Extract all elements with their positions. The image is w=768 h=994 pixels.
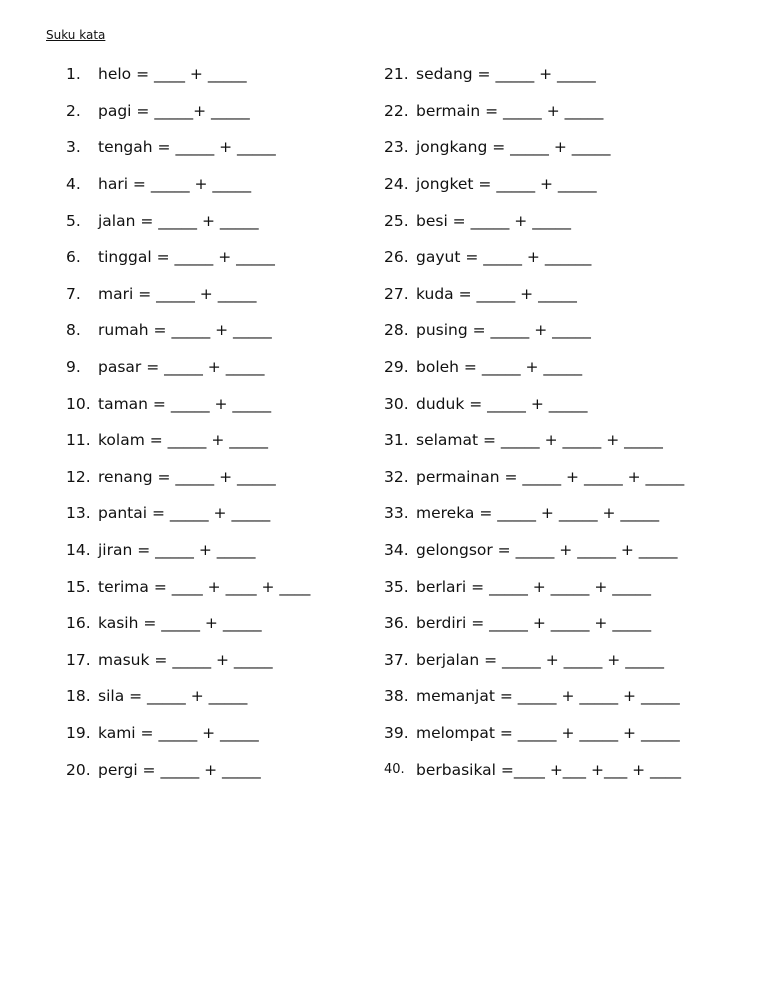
page-title: Suku kata — [46, 28, 106, 42]
item-number: 12. — [66, 467, 91, 486]
list-item — [66, 349, 366, 386]
item-number: 29. — [384, 358, 409, 377]
item-number: 27. — [384, 284, 409, 303]
list-item — [384, 605, 754, 642]
item-number: 36. — [384, 614, 409, 633]
item-text: sila = _____ + _____ — [98, 687, 248, 706]
item-number: 6. — [66, 248, 81, 267]
item-number: 8. — [66, 321, 81, 340]
item-number: 28. — [384, 321, 409, 340]
item-text: selamat = _____ + _____ + _____ — [416, 431, 663, 450]
item-number: 15. — [66, 577, 91, 596]
item-number: 40. — [384, 762, 405, 778]
item-number: 10. — [66, 394, 91, 413]
list-item — [384, 422, 754, 459]
item-number: 34. — [384, 541, 409, 560]
item-number: 11. — [66, 431, 91, 450]
item-number: 3. — [66, 138, 81, 157]
item-text: sedang = _____ + _____ — [416, 65, 596, 84]
item-text: mari = _____ + _____ — [98, 284, 257, 303]
list-item — [384, 715, 754, 752]
item-number: 35. — [384, 577, 409, 596]
list-item — [66, 276, 366, 313]
item-text: pasar = _____ + _____ — [98, 358, 265, 377]
list-item — [384, 276, 754, 313]
list-item — [384, 312, 754, 349]
list-item — [384, 129, 754, 166]
item-number: 18. — [66, 687, 91, 706]
item-number: 23. — [384, 138, 409, 157]
item-text: hari = _____ + _____ — [98, 175, 252, 194]
item-number: 30. — [384, 394, 409, 413]
list-item — [66, 166, 366, 203]
item-number: 9. — [66, 358, 81, 377]
item-text: masuk = _____ + _____ — [98, 650, 273, 669]
item-text: kuda = _____ + _____ — [416, 284, 577, 303]
list-item — [384, 532, 754, 569]
list-item — [66, 312, 366, 349]
item-number: 26. — [384, 248, 409, 267]
item-text: gayut = _____ + ______ — [416, 248, 592, 267]
item-text: jiran = _____ + _____ — [98, 541, 256, 560]
item-text: permainan = _____ + _____ + _____ — [416, 467, 685, 486]
item-number: 5. — [66, 211, 81, 230]
item-text: boleh = _____ + _____ — [416, 358, 583, 377]
list-item — [384, 678, 754, 715]
item-number: 14. — [66, 541, 91, 560]
item-text: gelongsor = _____ + _____ + _____ — [416, 541, 678, 560]
item-number: 7. — [66, 284, 81, 303]
list-item — [66, 605, 366, 642]
list-item — [66, 239, 366, 276]
item-text: memanjat = _____ + _____ + _____ — [416, 687, 680, 706]
item-text: pantai = _____ + _____ — [98, 504, 271, 523]
list-item — [66, 56, 366, 93]
item-text: berbasikal =____ +___ +___ + ____ — [416, 760, 682, 779]
item-text: kami = _____ + _____ — [98, 723, 259, 742]
item-text: tinggal = _____ + _____ — [98, 248, 275, 267]
right-column — [384, 56, 754, 788]
item-text: melompat = _____ + _____ + _____ — [416, 723, 680, 742]
list-item — [66, 642, 366, 679]
item-number: 2. — [66, 101, 81, 120]
item-number: 21. — [384, 65, 409, 84]
item-number: 13. — [66, 504, 91, 523]
item-number: 1. — [66, 65, 81, 84]
item-number: 22. — [384, 101, 409, 120]
item-number: 4. — [66, 175, 81, 194]
item-number: 39. — [384, 723, 409, 742]
list-item — [66, 751, 366, 788]
list-item — [384, 202, 754, 239]
list-item — [66, 202, 366, 239]
item-text: jongkang = _____ + _____ — [416, 138, 611, 157]
item-number: 16. — [66, 614, 91, 633]
item-text: mereka = _____ + _____ + _____ — [416, 504, 660, 523]
item-number: 24. — [384, 175, 409, 194]
list-item — [384, 751, 754, 788]
list-item — [384, 495, 754, 532]
item-text: berdiri = _____ + _____ + _____ — [416, 614, 652, 633]
item-text: berjalan = _____ + _____ + _____ — [416, 650, 664, 669]
item-text: besi = _____ + _____ — [416, 211, 571, 230]
item-text: bermain = _____ + _____ — [416, 101, 604, 120]
left-column — [66, 56, 366, 788]
item-text: kolam = _____ + _____ — [98, 431, 268, 450]
list-item — [384, 568, 754, 605]
list-item — [66, 459, 366, 496]
list-item — [384, 385, 754, 422]
item-number: 20. — [66, 760, 91, 779]
item-text: terima = ____ + ____ + ____ — [98, 577, 311, 596]
list-item — [384, 56, 754, 93]
item-number: 19. — [66, 723, 91, 742]
item-text: berlari = _____ + _____ + _____ — [416, 577, 652, 596]
item-number: 33. — [384, 504, 409, 523]
list-item — [66, 385, 366, 422]
item-number: 25. — [384, 211, 409, 230]
list-item — [66, 568, 366, 605]
item-text: pusing = _____ + _____ — [416, 321, 591, 340]
item-text: renang = _____ + _____ — [98, 467, 276, 486]
list-item — [66, 715, 366, 752]
item-number: 37. — [384, 650, 409, 669]
item-text: rumah = _____ + _____ — [98, 321, 272, 340]
item-number: 38. — [384, 687, 409, 706]
item-text: kasih = _____ + _____ — [98, 614, 262, 633]
list-item — [384, 349, 754, 386]
list-item — [384, 239, 754, 276]
item-text: jongket = _____ + _____ — [416, 175, 597, 194]
list-item — [384, 166, 754, 203]
list-item — [384, 93, 754, 130]
item-number: 17. — [66, 650, 91, 669]
item-text: pagi = _____+ _____ — [98, 101, 250, 120]
item-text: pergi = _____ + _____ — [98, 760, 261, 779]
item-number: 32. — [384, 467, 409, 486]
item-text: tengah = _____ + _____ — [98, 138, 276, 157]
list-item — [66, 495, 366, 532]
list-item — [384, 642, 754, 679]
list-item — [66, 678, 366, 715]
list-item — [66, 422, 366, 459]
item-text: helo = ____ + _____ — [98, 65, 247, 84]
item-text: jalan = _____ + _____ — [98, 211, 259, 230]
list-item — [384, 459, 754, 496]
list-item — [66, 532, 366, 569]
item-number: 31. — [384, 431, 409, 450]
list-item — [66, 129, 366, 166]
list-item — [66, 93, 366, 130]
item-text: duduk = _____ + _____ — [416, 394, 588, 413]
item-text: taman = _____ + _____ — [98, 394, 272, 413]
